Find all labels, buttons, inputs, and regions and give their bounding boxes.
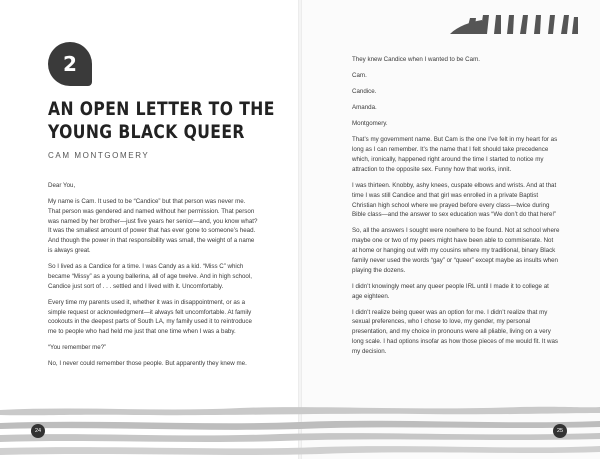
paragraph: No, I never could remember those people. But apparently they knew me.: [48, 360, 247, 368]
paragraph: They knew Candice when I wanted to be Cam.: [352, 56, 480, 63]
chapter-author: CAM MONTGOMERY: [48, 151, 150, 160]
page-number-right: 25: [553, 424, 567, 438]
chapter-title-line: YOUNG BLACK QUEER: [48, 121, 245, 143]
paragraph: “You remember me?”: [48, 344, 107, 352]
paragraph: Every time my parents used it, whether it was in disappointment, or as a simple request or acknowledgment—it always felt uncomfortable. At family cookouts in the deepest parts of South LA, my family used it to reintroduce me to people who had held me just that one time when I was a baby.: [48, 298, 252, 336]
chapter-title-line: AN OPEN LETTER TO THE: [48, 98, 275, 120]
chapter-title: [48, 98, 275, 144]
paragraph: Cam.: [352, 72, 367, 80]
paragraph: That’s my government name. But Cam is the one I’ve felt in my heart for as long as I can remember. It’s the name that I felt should take precedence which, ironically, happened right around the time I started to notice my attraction to the opposite sex. Funny how that works, innit.: [352, 136, 558, 173]
book-gutter: [298, 0, 302, 459]
decorative-stripes-top: [448, 12, 578, 36]
paragraph: Montgomery.: [352, 120, 388, 128]
right-page: [300, 0, 600, 459]
paragraph: Candice.: [352, 88, 377, 96]
left-body-text: [48, 181, 258, 376]
paragraph: I didn’t realize being queer was an option for me. I didn’t realize that my sexual preferences, who I chose to love, my gender, my personal presentation, and my choice in pronouns were all pliable, living on a very long scale. I had options insofar as how those pieces of me would fit. It was my decision.: [352, 308, 559, 355]
paragraph: My name is Cam. It used to be “Candice” but that person was never me. That person was gendered and named without her permission. That person was named by her brother—just five years her senior—and, you know what? It was the smallest amount of power that has ever gone to someone’s head. And though the power in that responsibility was small, the weight of a name is always great.: [48, 198, 258, 255]
paragraph: I didn’t knowingly meet any queer people IRL until I made it to college at age eighteen.: [352, 282, 549, 300]
paragraph: Dear You,: [48, 182, 76, 189]
paragraph: Amanda.: [352, 104, 377, 112]
paragraph: So I lived as a Candice for a time. I was Candy as a kid. “Miss C” which became “Missy” as a young ballerina, all of age twelve. And in high school, Candice just sort of . . . settled and I lived with it. Uncomfortably.: [48, 263, 252, 290]
decorative-stripes-bottom: [0, 404, 600, 459]
chapter-badge: [48, 42, 92, 86]
right-body-text: [352, 55, 560, 363]
chapter-number: 2: [63, 52, 77, 76]
paragraph: I was thirteen. Knobby, ashy knees, cuspate elbows and wrists. And at that time I was still Candice and that girl was enrolled in a private Baptist Christian high school where we prayed before every class—twice during Bible class—and the answer to sex education was “We don’t do that here!”: [352, 181, 557, 219]
paragraph: So, all the answers I sought were nowhere to be found. Not at school where maybe one or two of my peers might have been able to commiserate. Not at home or hanging out with my cousins where my traditional, binary Black family never used the words “gay” or “queer” except maybe as insults when playing the dozens.: [352, 227, 560, 274]
page-number-left: 24: [31, 424, 45, 438]
